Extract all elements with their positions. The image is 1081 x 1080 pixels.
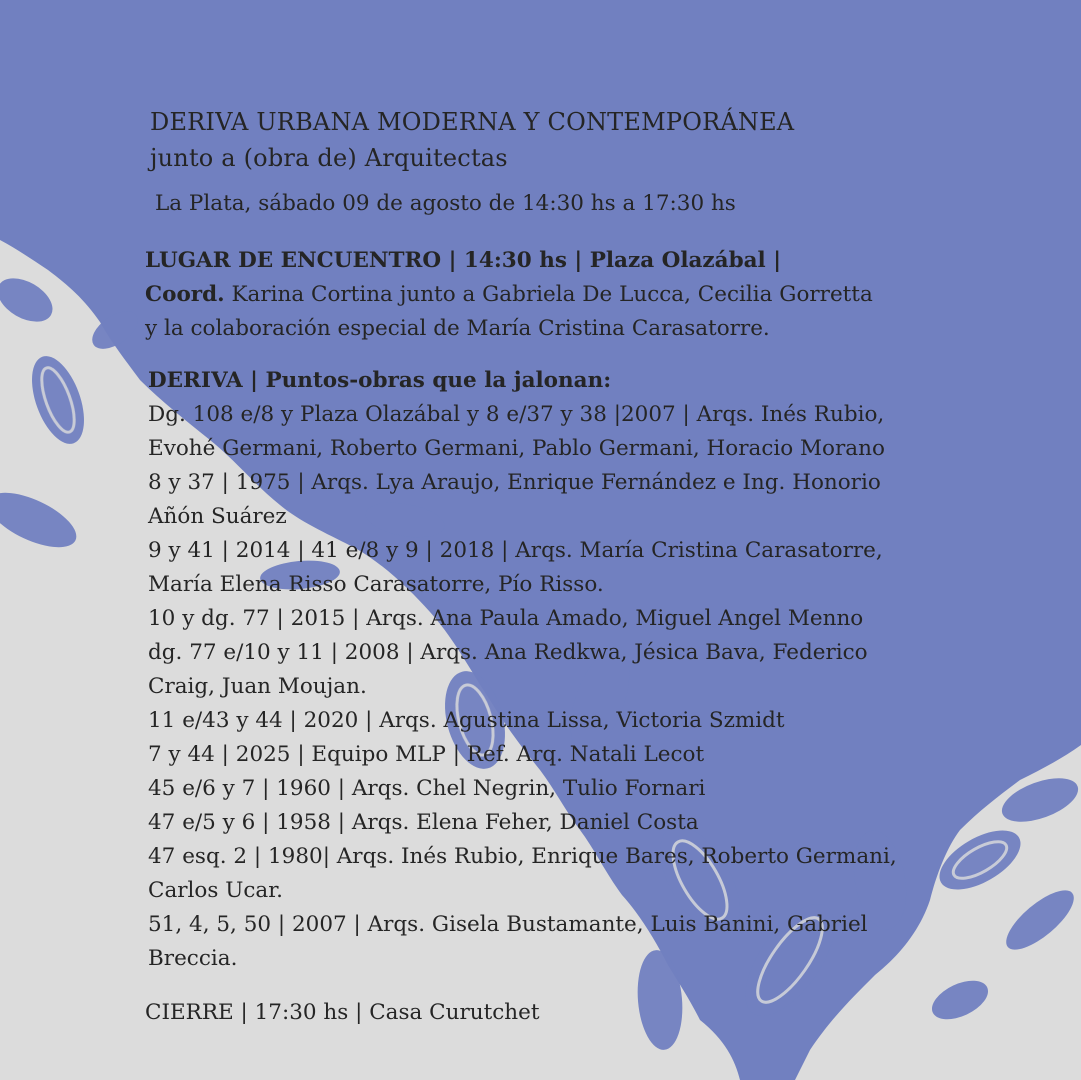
- deriva-line: 7 y 44 | 2025 | Equipo MLP | Ref. Arq. Natali Lecot: [148, 742, 705, 767]
- deriva-line: 47 e/5 y 6 | 1958 | Arqs. Elena Feher, Daniel Costa: [148, 810, 699, 835]
- deriva-heading: DERIVA | Puntos-obras que la jalonan:: [148, 368, 612, 393]
- deriva-line: Craig, Juan Moujan.: [148, 674, 367, 699]
- event-title: DERIVA URBANA MODERNA Y CONTEMPORÁNEA: [150, 108, 795, 136]
- deriva-line: dg. 77 e/10 y 11 | 2008 | Arqs. Ana Redkwa, Jésica Bava, Federico: [148, 640, 868, 665]
- deriva-line: Dg. 108 e/8 y Plaza Olazábal y 8 e/37 y 38 |2007 | Arqs. Inés Rubio,: [148, 402, 885, 427]
- deriva-line: Breccia.: [148, 946, 238, 971]
- closing-line: CIERRE | 17:30 hs | Casa Curutchet: [145, 1000, 540, 1025]
- deriva-line: 51, 4, 5, 50 | 2007 | Arqs. Gisela Bustamante, Luis Banini, Gabriel: [148, 912, 868, 937]
- event-subtitle: junto a (obra de) Arquitectas: [150, 144, 508, 172]
- deriva-line: 45 e/6 y 7 | 1960 | Arqs. Chel Negrin, Tulio Fornari: [148, 776, 706, 801]
- coordination-line-2: y la colaboración especial de María Cristina Carasatorre.: [145, 316, 770, 341]
- deriva-line: María Elena Risso Carasatorre, Pío Risso.: [148, 572, 604, 597]
- coord-names: Karina Cortina junto a Gabriela De Lucca, Cecilia Gorretta: [224, 282, 873, 307]
- coord-label: Coord.: [145, 282, 225, 307]
- coordination-line: [145, 282, 873, 307]
- deriva-line: 9 y 41 | 2014 | 41 e/8 y 9 | 2018 | Arqs. María Cristina Carasatorre,: [148, 538, 883, 563]
- deriva-line: Evohé Germani, Roberto Germani, Pablo Germani, Horacio Morano: [148, 436, 885, 461]
- deriva-line: 10 y dg. 77 | 2015 | Arqs. Ana Paula Amado, Miguel Angel Menno: [148, 606, 864, 631]
- deriva-line: 8 y 37 | 1975 | Arqs. Lya Araujo, Enrique Fernández e Ing. Honorio: [148, 470, 881, 495]
- deriva-line: Añón Suárez: [148, 504, 287, 529]
- event-date: La Plata, sábado 09 de agosto de 14:30 hs a 17:30 hs: [155, 191, 736, 216]
- deriva-line: 47 esq. 2 | 1980| Arqs. Inés Rubio, Enrique Bares, Roberto Germani,: [148, 844, 897, 869]
- deriva-line: Carlos Ucar.: [148, 878, 283, 903]
- deriva-line: 11 e/43 y 44 | 2020 | Arqs. Agustina Lissa, Victoria Szmidt: [148, 708, 785, 733]
- meeting-heading: LUGAR DE ENCUENTRO | 14:30 hs | Plaza Olazábal |: [145, 248, 782, 273]
